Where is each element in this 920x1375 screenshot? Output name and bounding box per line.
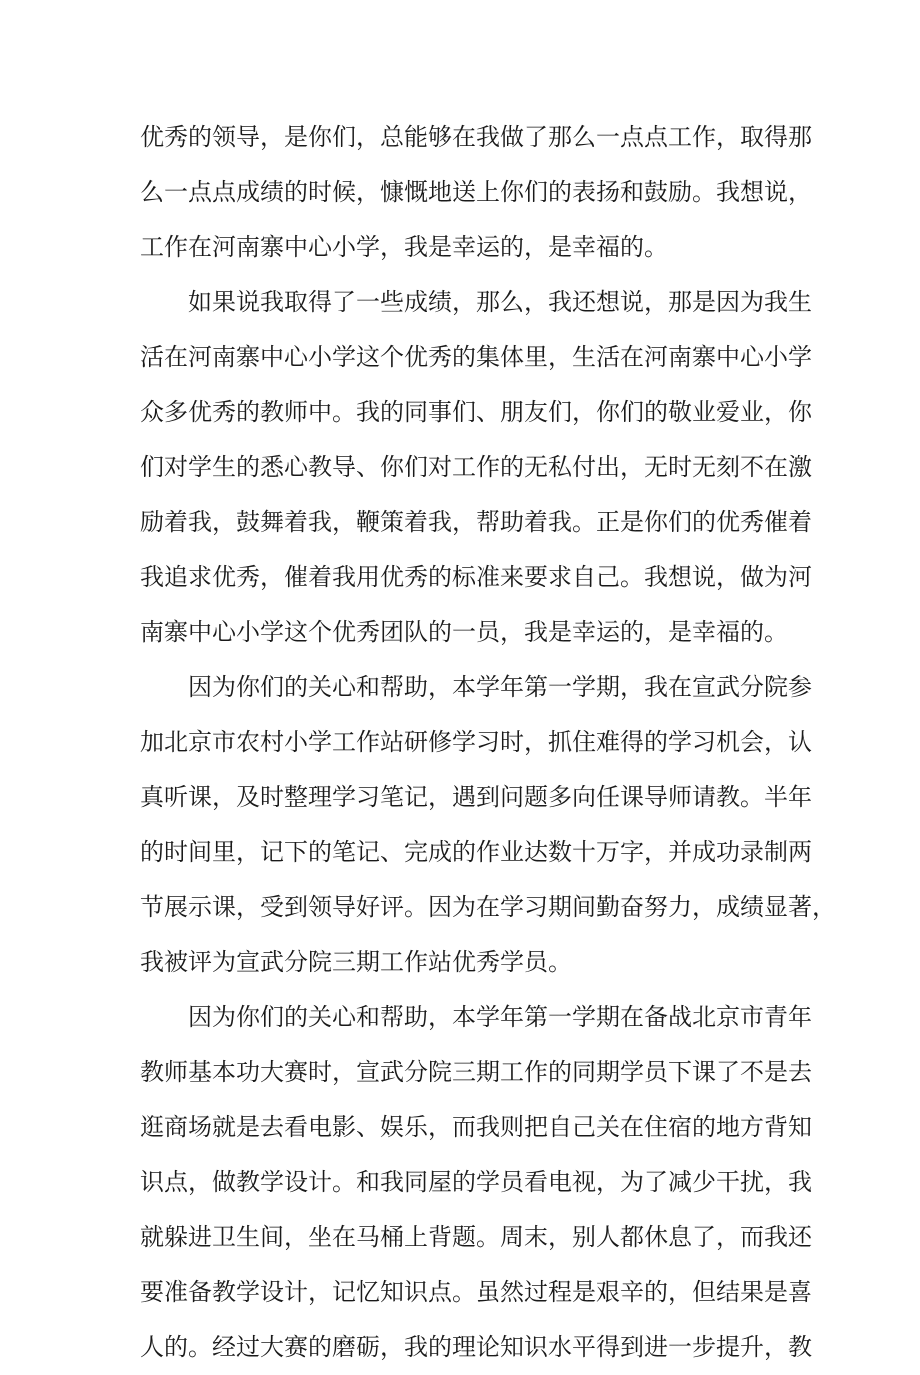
text-line: 加北京市农村小学工作站研修学习时，抓住难得的学习机会，认 xyxy=(140,728,812,756)
text-line: 如果说我取得了一些成绩，那么，我还想说，那是因为我生 xyxy=(188,288,812,316)
paragraph xyxy=(140,660,836,990)
text-line: 的时间里，记下的笔记、完成的作业达数十万字，并成功录制两 xyxy=(140,838,812,866)
paragraph xyxy=(140,275,812,660)
text-line: 因为你们的关心和帮助，本学年第一学期，我在宣武分院参 xyxy=(188,673,812,701)
document-body xyxy=(140,110,836,1375)
text-line: 人的。经过大赛的磨砺，我的理论知识水平得到进一步提升，教 xyxy=(140,1333,812,1361)
text-line: 励着我，鼓舞着我，鞭策着我，帮助着我。正是你们的优秀催着 xyxy=(140,508,812,536)
text-line: 南寨中心小学这个优秀团队的一员，我是幸运的，是幸福的。 xyxy=(140,618,788,646)
paragraph xyxy=(140,110,812,275)
text-line: 优秀的领导，是你们，总能够在我做了那么一点点工作，取得那 xyxy=(140,123,812,151)
text-line: 节展示课，受到领导好评。因为在学习期间勤奋努力，成绩显著， xyxy=(140,893,836,921)
text-line: 我追求优秀，催着我用优秀的标准来要求自己。我想说，做为河 xyxy=(140,563,812,591)
text-line: 真听课，及时整理学习笔记，遇到问题多向任课导师请教。半年 xyxy=(140,783,812,811)
text-line: 我被评为宣武分院三期工作站优秀学员。 xyxy=(140,948,572,976)
text-line: 因为你们的关心和帮助，本学年第一学期在备战北京市青年 xyxy=(188,1003,812,1031)
text-line: 逛商场就是去看电影、娱乐，而我则把自己关在住宿的地方背知 xyxy=(140,1113,812,1141)
text-line: 么一点点成绩的时候，慷慨地送上你们的表扬和鼓励。我想说， xyxy=(140,178,812,206)
text-line: 识点，做教学设计。和我同屋的学员看电视，为了减少干扰，我 xyxy=(140,1168,812,1196)
text-line: 们对学生的悉心教导、你们对工作的无私付出，无时无刻不在激 xyxy=(140,453,812,481)
text-line: 活在河南寨中心小学这个优秀的集体里，生活在河南寨中心小学 xyxy=(140,343,812,371)
text-line: 工作在河南寨中心小学，我是幸运的，是幸福的。 xyxy=(140,233,668,261)
text-line: 众多优秀的教师中。我的同事们、朋友们，你们的敬业爱业，你 xyxy=(140,398,812,426)
text-line: 要准备教学设计，记忆知识点。虽然过程是艰辛的，但结果是喜 xyxy=(140,1278,812,1306)
text-line: 教师基本功大赛时，宣武分院三期工作的同期学员下课了不是去 xyxy=(140,1058,812,1086)
text-line: 就躲进卫生间，坐在马桶上背题。周末，别人都休息了，而我还 xyxy=(140,1223,812,1251)
paragraph xyxy=(140,990,812,1375)
